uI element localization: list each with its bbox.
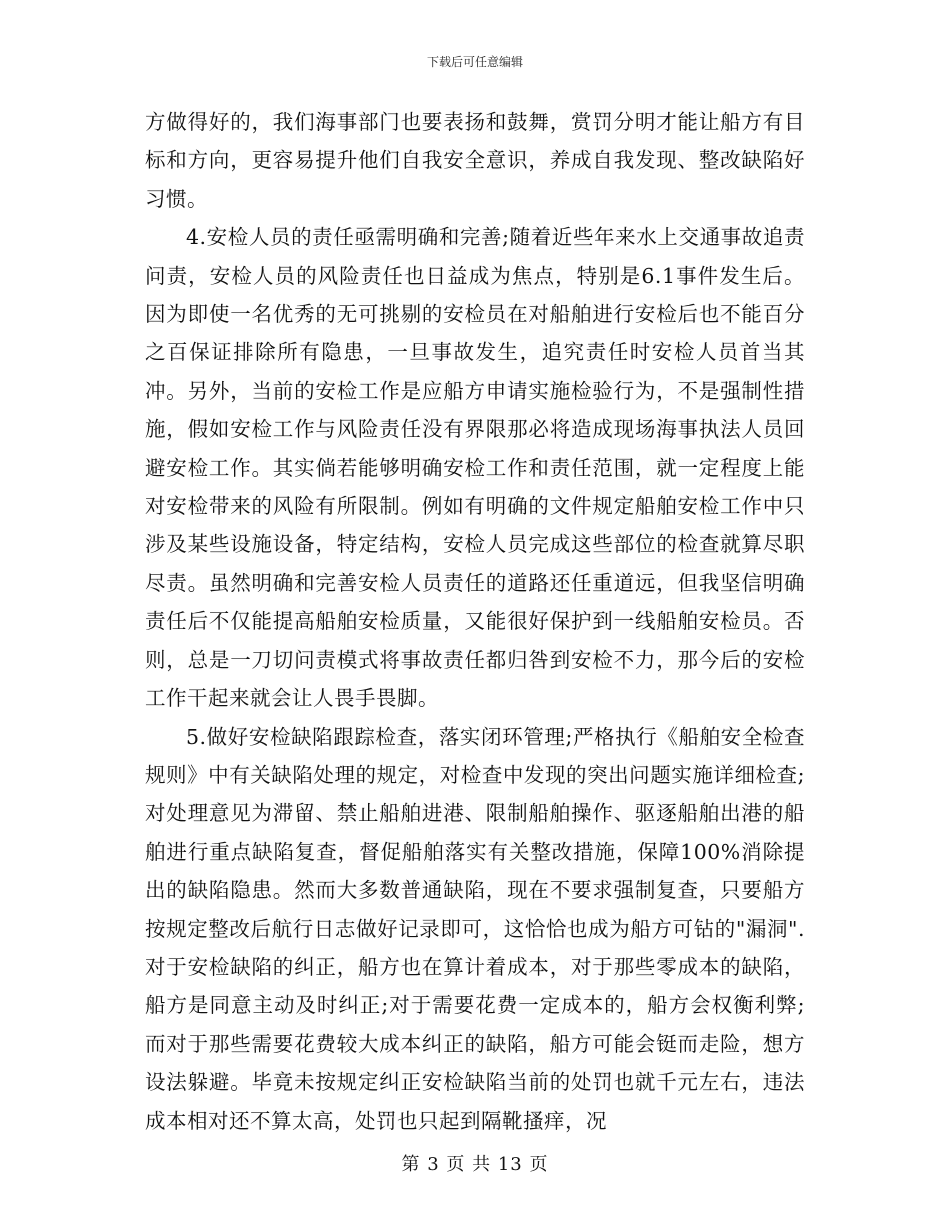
page-number-footer: 第 3 页 共 13 页: [401, 1154, 549, 1175]
paragraph-continuation: 方做得好的，我们海事部门也要表扬和鼓舞，赏罚分明才能让船方有目标和方向，更容易提升他们自我安全意识，养成自我发现、整改缺陷好习惯。: [145, 110, 805, 211]
paragraph-item-4: 4.安检人员的责任亟需明确和完善;随着近些年来水上交通事故追责问责，安检人员的风险责任也日益成为焦点，特别是6.1事件发生后。因为即使一名优秀的无可挑剔的安检员在对船舶进行安检后也不能百分之百保证排除所有隐患，一旦事故发生，追究责任时安检人员首当其冲。另外，当前的安检工作是应船方申请实施检验行为，不是强制性措施，假如安检工作与风险责任没有界限那必将造成现场海事执法人员回避安检工作。其实倘若能够明确安检工作和责任范围，就一定程度上能对安检带来的风险有所限制。例如有明确的文件规定船舶安检工作中只涉及某些设施设备，特定结构，安检人员完成这些部位的检查就算尽职尽责。虽然明确和完善安检人员责任的道路还任重道远，但我坚信明确责任后不仅能提高船舶安检质量，又能很好保护到一线船舶安检员。否则，总是一刀切问责模式将事故责任都归咎到安检不力，那今后的安检工作干起来就会让人畏手畏脚。: [145, 225, 805, 711]
page-header: 下载后可任意编辑: [426, 55, 523, 69]
document-body: [145, 103, 805, 1140]
paragraph-item-5: 5.做好安检缺陷跟踪检查，落实闭环管理;严格执行《船舶安全检查规则》中有关缺陷处理的规定，对检查中发现的突出问题实施详细检查;对处理意见为滞留、禁止船舶进港、限制船舶操作、驱逐船舶出港的船舶进行重点缺陷复查，督促船舶落实有关整改措施，保障100%消除提出的缺陷隐患。然而大多数普通缺陷，现在不要求强制复查，只要船方按规定整改后航行日志做好记录即可，这恰恰也成为船方可钻的"漏洞".对于安检缺陷的纠正，船方也在算计着成本，对于那些零成本的缺陷，船方是同意主动及时纠正;对于需要花费一定成本的，船方会权衡利弊;而对于那些需要花费较大成本纠正的缺陷，船方可能会铤而走险，想方设法躲避。毕竟未按规定纠正安检缺陷当前的处罚也就千元左右，违法成本相对还不算太高，处罚也只起到隔靴搔痒，况: [145, 724, 805, 1133]
